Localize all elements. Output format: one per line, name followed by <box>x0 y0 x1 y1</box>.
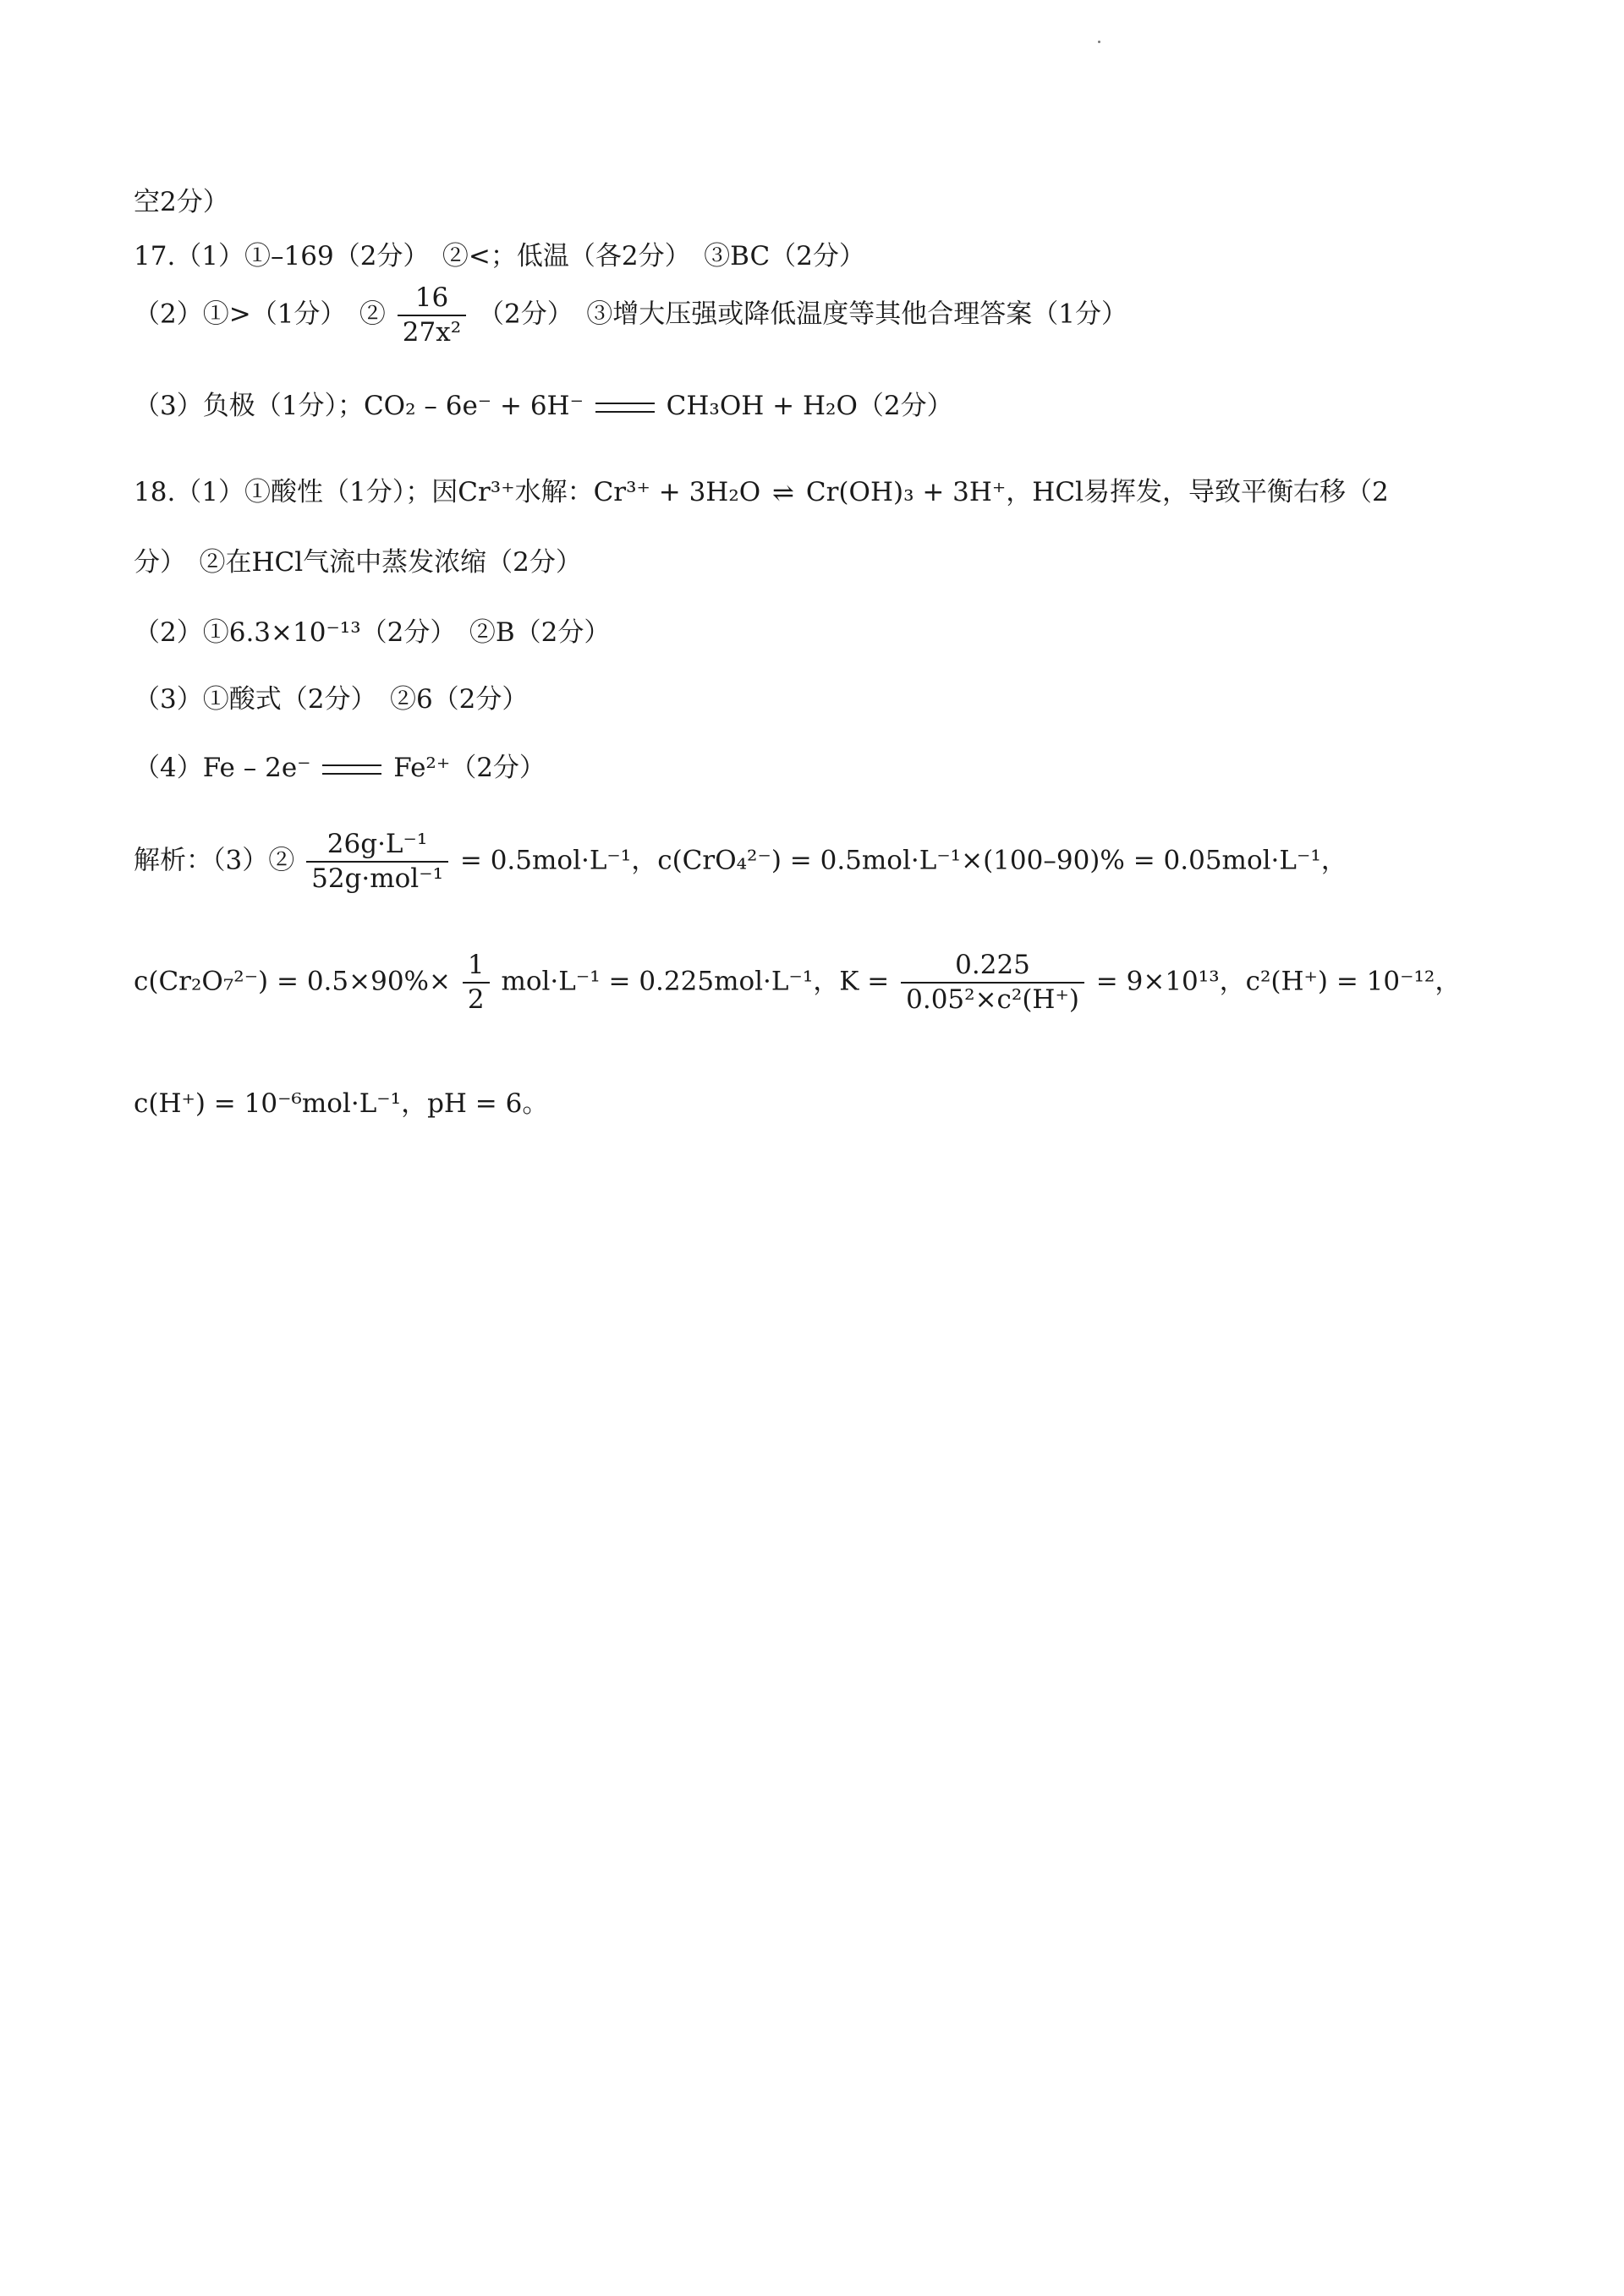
fraction-denominator: 0.05²×c²(H⁺) <box>906 984 1079 1015</box>
fraction-half <box>463 952 490 1013</box>
line-18-1-cont <box>134 547 582 578</box>
fraction-denominator: 2 <box>467 984 485 1015</box>
text-17-3b: CH₃OH + H₂O（2分） <box>666 391 953 421</box>
fraction-numerator: 0.225 <box>901 952 1084 984</box>
fraction-denominator: 52g·mol⁻¹ <box>311 863 444 894</box>
text-18-2: （2）①6.3×10⁻¹³（2分） ②B（2分） <box>134 617 611 648</box>
line-17-3 <box>134 393 953 419</box>
text-17-2b: （2分） ③增大压强或降低温度等其他合理答案（1分） <box>478 299 1127 330</box>
text-analysis-2b: mol·L⁻¹ = 0.225mol·L⁻¹，K = <box>501 966 890 997</box>
equals-sign-icon <box>595 403 655 413</box>
text-18-4b: Fe²⁺（2分） <box>393 753 546 783</box>
fraction-analysis <box>306 831 448 892</box>
line-18-2 <box>134 617 611 648</box>
line-18-1 <box>134 479 1389 507</box>
line-analysis-3 <box>134 1088 549 1119</box>
text-18-1a: 18.（1）①酸性（1分）；因Cr³⁺水解：Cr³⁺ + 3H₂O <box>134 477 761 507</box>
fraction-numerator: 16 <box>398 285 466 316</box>
line-continuation <box>134 189 229 216</box>
text-18-3: （3）①酸式（2分） ②6（2分） <box>134 684 529 715</box>
text-17-3a: （3）负极（1分）；CO₂ – 6e⁻ + 6H⁻ <box>134 391 584 421</box>
line-17-1 <box>134 241 865 271</box>
line-18-4 <box>134 755 546 781</box>
fraction-17-2 <box>398 282 466 348</box>
text-analysis-a: 解析：（3）② <box>134 845 295 876</box>
text-18-1b: Cr(OH)₃ + 3H⁺，HCl易挥发，导致平衡右移（2 <box>805 477 1389 507</box>
text-analysis-b: = 0.5mol·L⁻¹，c(CrO₄²⁻) = 0.5mol·L⁻¹×(100–90)% = 0.05mol·L⁻¹， <box>459 845 1347 876</box>
fraction-denominator: 27x² <box>402 317 462 348</box>
fraction-k <box>901 952 1084 1013</box>
text-18-1c: 分） ②在HCl气流中蒸发浓缩（2分） <box>134 547 582 578</box>
text-analysis-3: c(H⁺) = 10⁻⁶mol·L⁻¹，pH = 6。 <box>134 1088 549 1119</box>
line-18-3 <box>134 684 529 715</box>
text-18-4a: （4）Fe – 2e⁻ <box>134 753 311 783</box>
reversible-arrow-icon: ⇌ <box>772 478 795 508</box>
line-17-2 <box>134 282 1127 348</box>
line-analysis-1 <box>134 831 1347 892</box>
text-continuation: 空2分） <box>134 187 229 217</box>
fraction-numerator: 1 <box>463 952 490 984</box>
scan-speck <box>1098 41 1100 43</box>
text-analysis-2c: = 9×10¹³，c²(H⁺) = 10⁻¹²， <box>1095 966 1462 997</box>
equals-sign-icon <box>322 764 381 775</box>
text-17-2a: （2）①>（1分） ② <box>134 299 386 330</box>
line-analysis-2 <box>134 952 1461 1013</box>
fraction-numerator: 26g·L⁻¹ <box>306 831 448 863</box>
text-17-1: 17.（1）①–169（2分） ②<；低温（各2分） ③BC（2分） <box>134 241 865 271</box>
text-analysis-2a: c(Cr₂O₇²⁻) = 0.5×90%× <box>134 966 451 997</box>
